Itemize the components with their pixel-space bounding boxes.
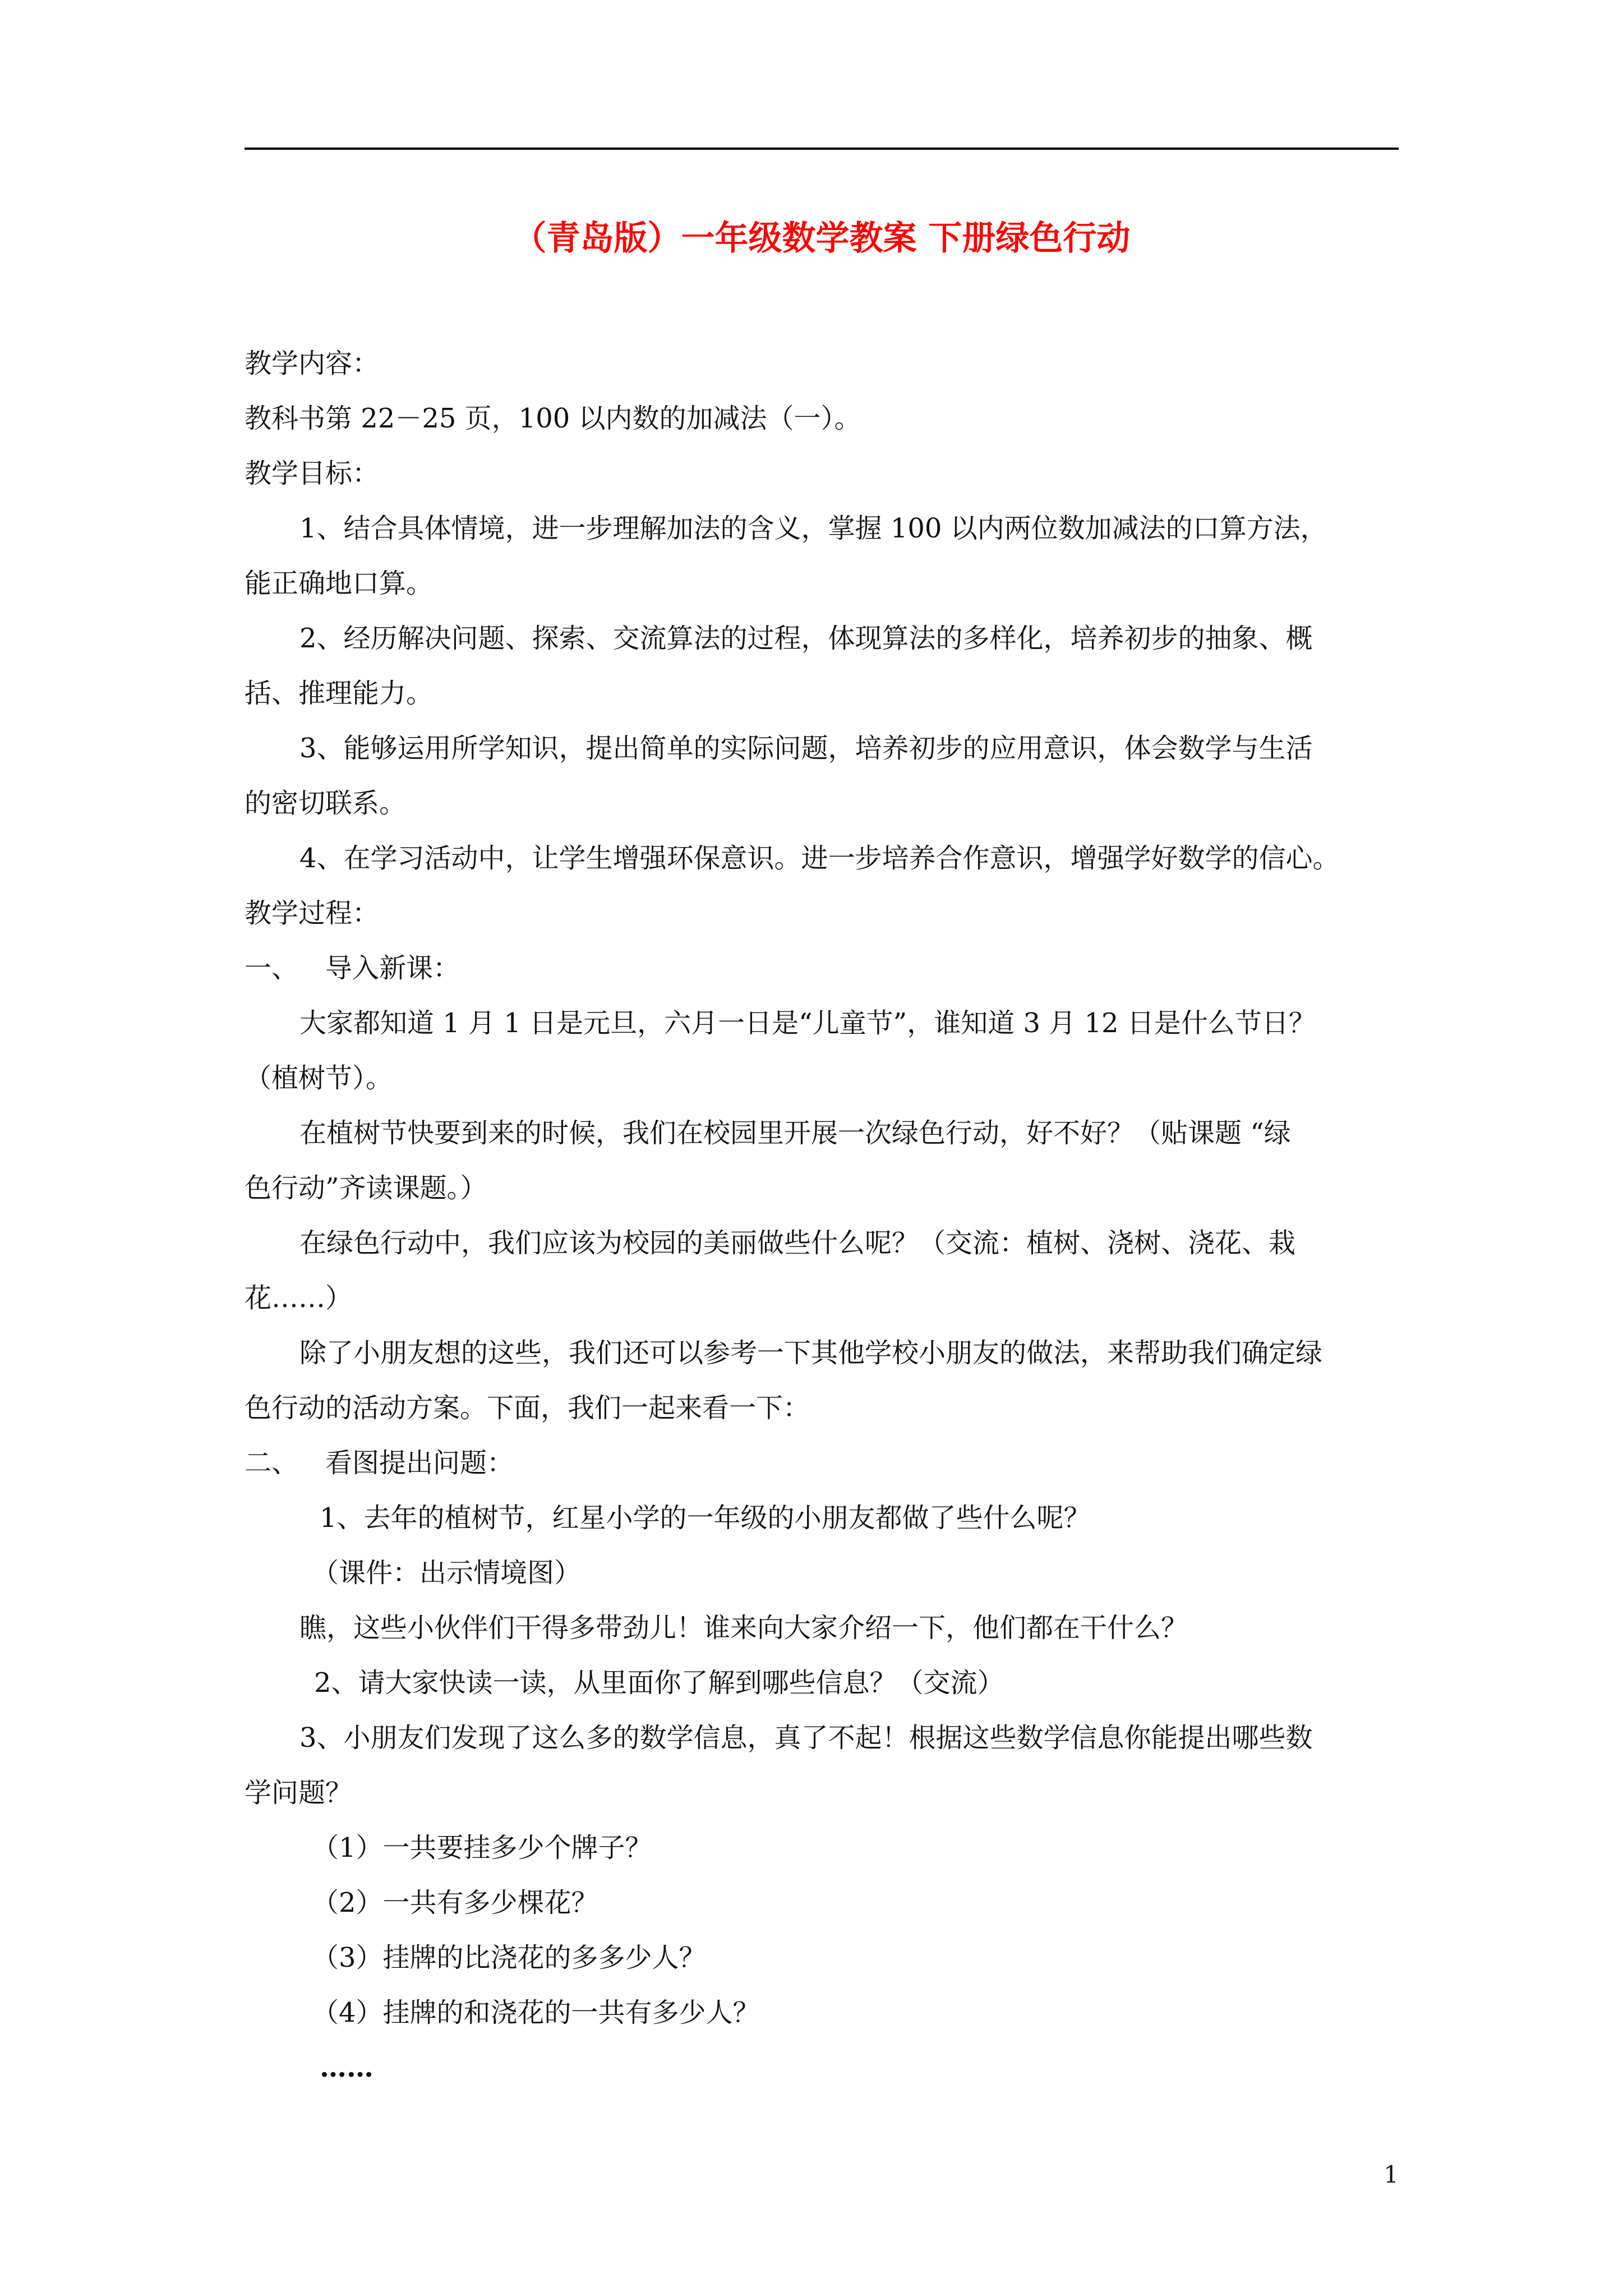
paragraph-line: 学问题？ [245, 1777, 353, 1809]
paragraph-line: 色行动”齐读课题。） [245, 1172, 487, 1204]
paragraph-line: 花……） [245, 1282, 353, 1314]
page-number: 1 [1384, 2161, 1399, 2188]
step-1-number: 一、 [245, 953, 299, 984]
header-rule [245, 148, 1399, 150]
step-1-heading: 导入新课： [325, 953, 460, 984]
content-text: 教科书第 22－25 页，100 以内数的加减法（一）。 [245, 403, 861, 434]
paragraph-line: 大家都知道 1 月 1 日是元旦，六月一日是“儿童节”，谁知道 3 月 12 日是什么节日？ [299, 1007, 1316, 1039]
paragraph-line: 在植树节快要到来的时候，我们在校园里开展一次绿色行动，好不好？（贴课题 “绿 [299, 1117, 1291, 1149]
paragraph-line: 2、请大家快读一读，从里面你了解到哪些信息？（交流） [314, 1667, 1004, 1699]
paragraph-line: 1、去年的植树节，红星小学的一年级的小朋友都做了些什么呢？ [320, 1502, 1091, 1534]
objective-1-line-2: 能正确地口算。 [245, 568, 434, 599]
ellipsis: …… [320, 2052, 374, 2083]
paragraph-line: 3、小朋友们发现了这么多的数学信息，真了不起！根据这些数学信息你能提出哪些数 [299, 1722, 1313, 1754]
paragraph-line: 在绿色行动中，我们应该为校园的美丽做些什么呢？（交流：植树、浇树、浇花、栽 [299, 1227, 1296, 1259]
paragraph-line: 瞧，这些小伙伴们干得多带劲儿！谁来向大家介绍一下，他们都在干什么？ [299, 1612, 1188, 1644]
section-heading-objectives: 教学目标： [245, 458, 380, 489]
paragraph-line: 除了小朋友想的这些，我们还可以参考一下其他学校小朋友的做法，来帮助我们确定绿 [299, 1337, 1323, 1369]
objective-3-line-1: 3、能够运用所学知识，提出简单的实际问题，培养初步的应用意识，体会数学与生活 [299, 733, 1313, 764]
objective-3-line-2: 的密切联系。 [245, 788, 407, 819]
question-item: （1）一共要挂多少个牌子？ [312, 1832, 652, 1864]
step-2-number: 二、 [245, 1447, 299, 1479]
paragraph-line: （植树节）。 [245, 1062, 393, 1094]
paragraph-line: （课件：出示情境图） [312, 1557, 582, 1589]
objective-1-line-1: 1、结合具体情境，进一步理解加法的含义，掌握 100 以内两位数加减法的口算方法， [299, 513, 1327, 544]
step-2-heading: 看图提出问题： [325, 1447, 514, 1479]
document-title: （青岛版）一年级数学教案 下册绿色行动 [513, 219, 1131, 258]
question-item: （2）一共有多少棵花？ [312, 1887, 598, 1918]
question-item: （3）挂牌的比浇花的多多少人？ [312, 1942, 706, 1973]
question-item: （4）挂牌的和浇花的一共有多少人？ [312, 1997, 760, 2028]
objective-2-line-1: 2、经历解决问题、探索、交流算法的过程，体现算法的多样化，培养初步的抽象、概 [299, 623, 1313, 654]
section-heading-content: 教学内容： [245, 348, 380, 379]
section-heading-process: 教学过程： [245, 898, 380, 929]
objective-4: 4、在学习活动中，让学生增强环保意识。进一步培养合作意识，增强学好数学的信心。 [299, 843, 1340, 874]
paragraph-line: 色行动的活动方案。下面，我们一起来看一下： [245, 1392, 810, 1424]
objective-2-line-2: 括、推理能力。 [245, 678, 434, 709]
